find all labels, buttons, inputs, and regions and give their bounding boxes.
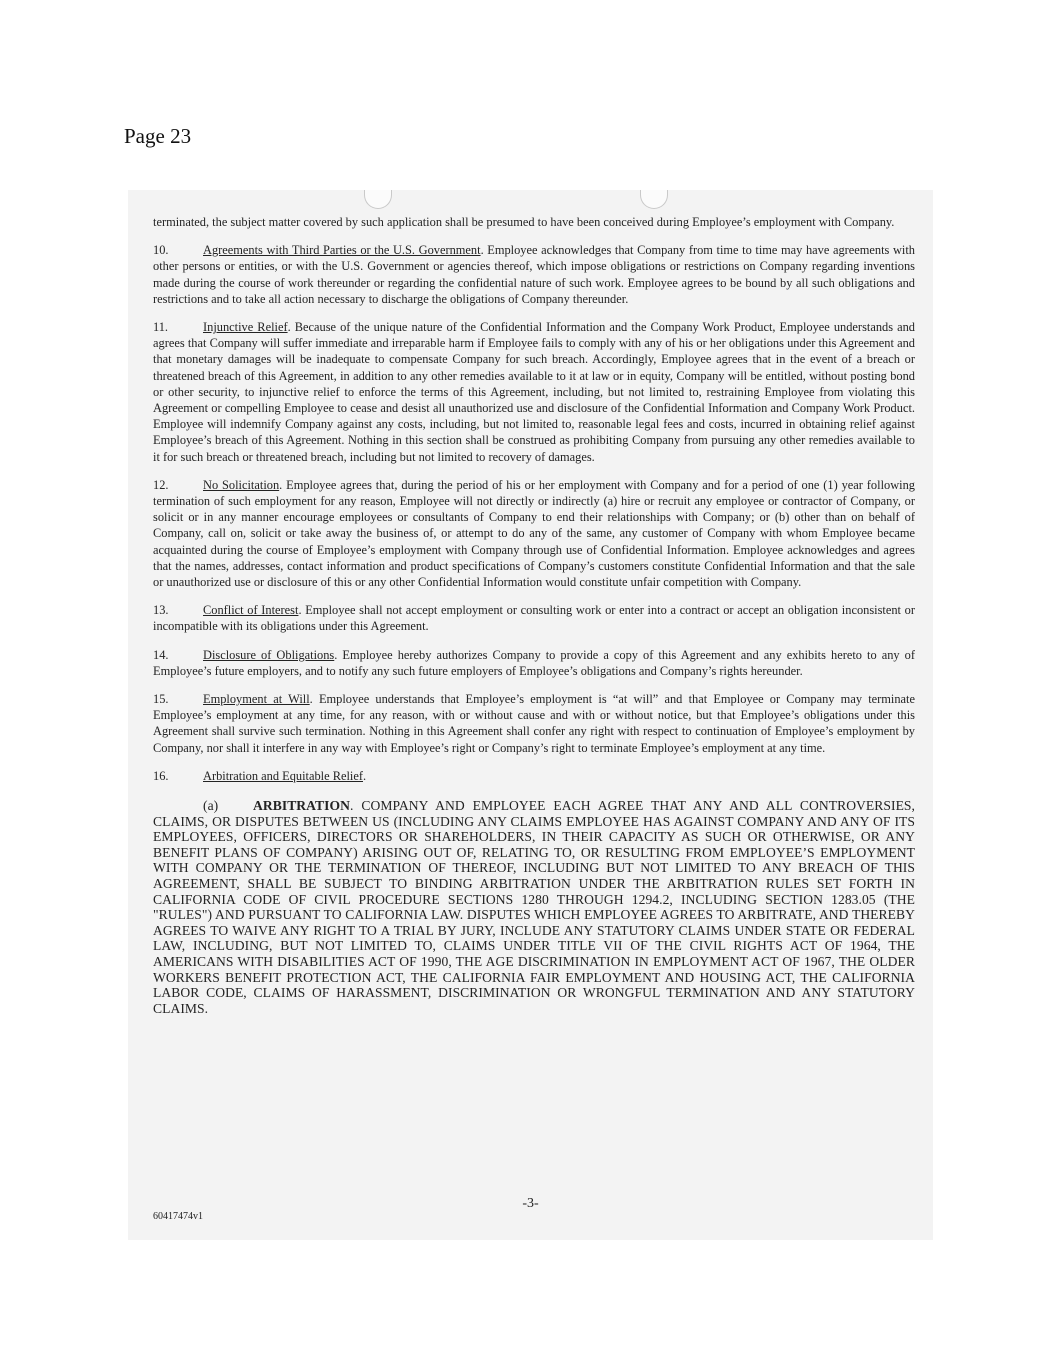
section-text: . Because of the unique nature of the Confidential Information and the Company Work Product, Employee understands and agrees that Company will suffer immediate and irreparable harm if Employee fails to comply with any of his or her obligations under this Agreement and that monetary damages will be inadequate to compensate Company for such breach. Accordingly, Employee agrees that in the event of a breach or threatened breach of this Agreement, in addition to any other remedies available to it at law or in equity, Company will be entitled, without posting bond or other security, to injunctive relief to enforce the terms of this Agreement, including, but not limited to, restraining Employee from violating this Agreement or compelling Employee to cease and desist all unauthorized use and disclosure of the Confidential Information and Company Work Product. Employee will indemnify Company against any costs, including, but not limited to, reasonable legal fees and costs, incurred in obtaining relief against Employee’s breach of this Agreement. Nothing in this section shall be construed as prohibiting Company from pursuing any other remedies available to it for such breach or threatened breach, including but not limited to recovery of damages. [153, 320, 915, 464]
punch-hole-mark [640, 190, 668, 209]
section-text: . [363, 768, 367, 783]
page-number: -3- [522, 1196, 539, 1211]
section-heading: Arbitration and Equitable Relief [203, 768, 363, 783]
clause-label: (a) [203, 798, 219, 814]
section-number: 15. [153, 692, 169, 707]
section-heading: Injunctive Relief [203, 320, 288, 335]
document-body [153, 214, 915, 1016]
section-16 [153, 768, 915, 784]
section-text: . Employee understands that Employee’s employment is “at will” and that Employee or Company may terminate Employee’s employment at any time, for any reason, with or without cause and with or without notice, but that Employee’s obligations under this Agreement shall survive such termination. Nothing in this Agreement shall confer any right with respect to continuation of Employee’s employment by Company, nor shall it interfere in any way with Employee’s right or Company’s right to terminate Employee’s employment at any time. [153, 692, 915, 755]
section-number: 13. [153, 603, 169, 618]
clause-title: ARBITRATION [253, 798, 350, 814]
section-text: . Employee acknowledges that Company from time to time may have agreements with other persons or entities, or with the U.S. Government or agencies thereof, which impose obligations or restrictions on Company regarding inventions made during the course of work thereunder or regarding the confidential nature of such work. Employee agrees to be bound by all such obligations and restrictions and to take all action necessary to discharge the obligations of Company thereunder. [153, 243, 915, 306]
document-id: 60417474v1 [153, 1211, 203, 1222]
section-heading: No Solicitation [203, 477, 280, 492]
section-heading: Conflict of Interest [203, 603, 299, 618]
section-11 [153, 319, 915, 465]
section-number: 14. [153, 647, 169, 662]
section-text: . Employee shall not accept employment or consulting work or enter into a contract or accept an obligation inconsistent or incompatible with its obligations under this Agreement. [153, 603, 915, 634]
clause-text: . COMPANY AND EMPLOYEE EACH AGREE THAT ANY AND ALL CONTROVERSIES, CLAIMS, OR DISPUTES BETWEEN US (INCLUDING ANY CLAIMS EMPLOYEE HAS AGAINST COMPANY AND ANY OF ITS EMPLOYEES, OFFICERS, DIRECTORS OR SHAREHOLDERS, IN THEIR CAPACITY AS SUCH OR OTHERWISE, OR ANY BENEFIT PLANS OF COMPANY) ARISING OUT OF, RELATING TO, OR RESULTING FROM EMPLOYEE’S EMPLOYMENT WITH COMPANY OR THE TERMINATION OF THEREOF, INCLUDING BUT NOT LIMITED TO ANY BREACH OF THIS AGREEMENT, SHALL BE SUBJECT TO BINDING ARBITRATION UNDER THE ARBITRATION RULES SET FORTH IN CALIFORNIA CODE OF CIVIL PROCEDURE SECTIONS 1280 THROUGH 1294.2, INCLUDING SECTION 1283.05 (THE "RULES") AND PURSUANT TO CALIFORNIA LAW. DISPUTES WHICH EMPLOYEE AGREES TO ARBITRATE, AND THEREBY AGREES TO WAIVE ANY RIGHT TO A TRIAL BY JURY, INCLUDE ANY STATUTORY CLAIMS UNDER STATE OR FEDERAL LAW, INCLUDING, BUT NOT LIMITED TO, CLAIMS UNDER TITLE VII OF THE CIVIL RIGHTS ACT OF 1964, THE AMERICANS WITH DISABILITIES ACT OF 1990, THE AGE DISCRIMINATION IN EMPLOYMENT ACT OF 1967, THE OLDER WORKERS BENEFIT PROTECTION ACT, THE CALIFORNIA FAIR EMPLOYMENT AND HOUSING ACT, THE CALIFORNIA LABOR CODE, CLAIMS OF HARASSMENT, DISCRIMINATION OR WRONGFUL TERMINATION AND ANY STATUTORY CLAIMS. [153, 798, 915, 1016]
section-heading: Disclosure of Obligations [203, 647, 335, 662]
punch-hole-mark [364, 190, 392, 209]
section-number: 16. [153, 768, 169, 783]
section-14 [153, 647, 915, 679]
arbitration-clause [153, 798, 915, 1016]
section-text: . Employee hereby authorizes Company to provide a copy of this Agreement and any exhibits hereto to any of Employee’s future employers, and to notify any such future employers of Employee’s obligations and Company’s rights hereunder. [153, 647, 915, 678]
section-heading: Employment at Will [203, 692, 310, 707]
intro-paragraph: terminated, the subject matter covered by such application shall be presumed to have been conceived during Employee’s employment with Company. [153, 215, 895, 229]
section-15 [153, 691, 915, 756]
section-number: 10. [153, 243, 169, 258]
section-number: 11. [153, 320, 169, 335]
section-12 [153, 477, 915, 590]
section-heading: Agreements with Third Parties or the U.S. Government [203, 243, 481, 258]
section-10 [153, 242, 915, 307]
scanned-document-page [128, 190, 933, 1240]
section-text: . Employee agrees that, during the period of his or her employment with Company and for a period of one (1) year following termination of such employment for any reason, Employee will not directly or indirectly (a) hire or recruit any employee or contractor of Company, or solicit or in any manner encourage employees or consultants of Company to end their relationships with Company; or (b) other than on behalf of Company, call on, solicit or take away the business of, or attempt to do any of the same, any customer of Company with whom Employee became acquainted during the course of Employee’s employment with Company through use of Confidential Information. Employee acknowledges and agrees that the names, addresses, contact information and product specifications of Company’s customers constitute Confidential Information and that the sale or unauthorized use or disclosure of this or any other Confidential Information would constitute unfair competition with Company. [153, 477, 915, 590]
section-number: 12. [153, 477, 169, 492]
section-13 [153, 602, 915, 634]
page-label: Page 23 [124, 124, 192, 148]
